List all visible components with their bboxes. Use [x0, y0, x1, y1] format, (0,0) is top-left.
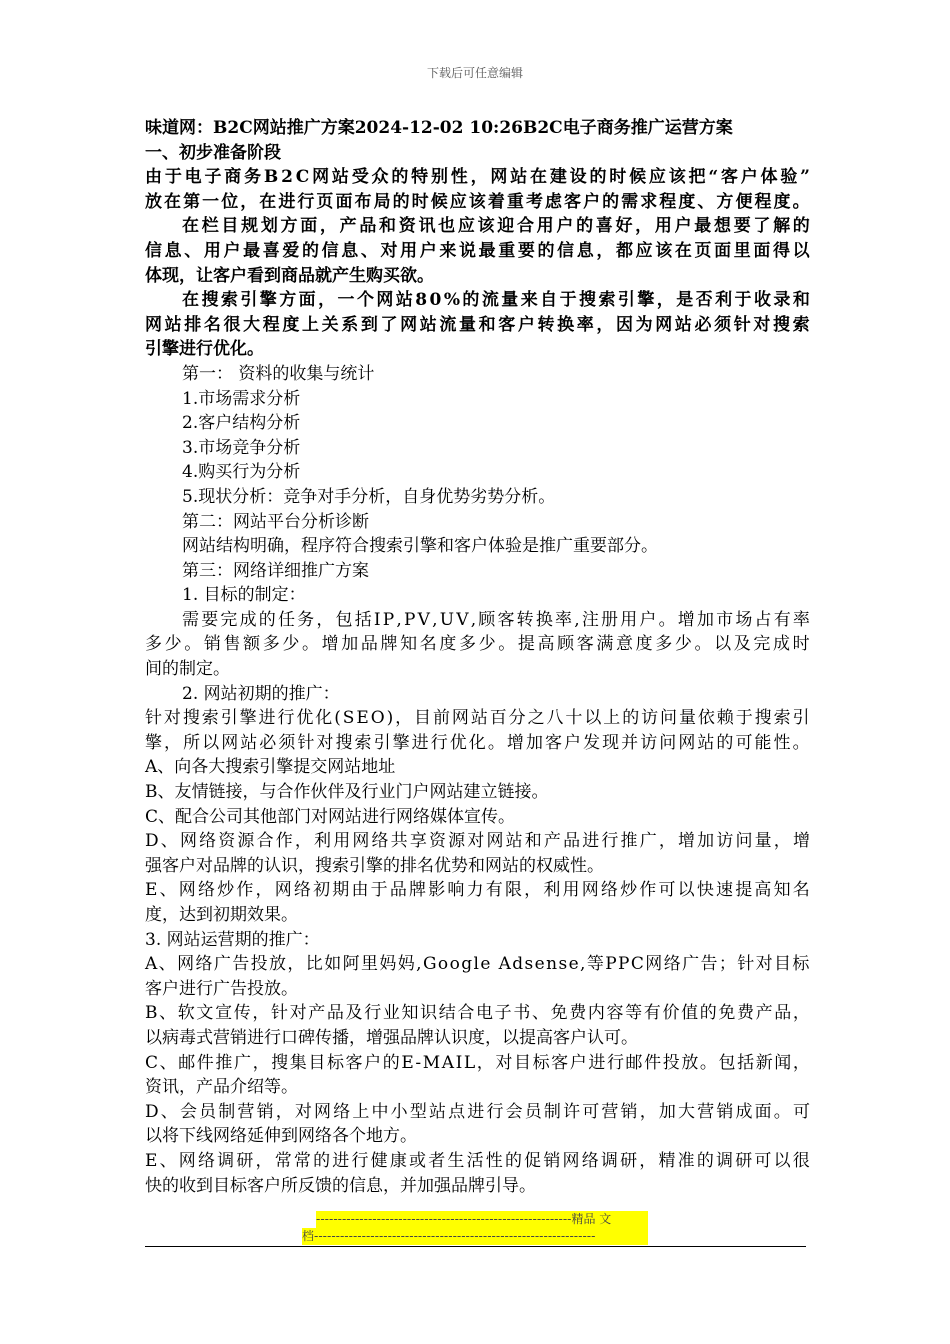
text-line: 4.购买行为分析: [182, 462, 301, 483]
text-line: 针 对 搜 索 引 擎 进 行 优 化 ( S E O ) ， 目 前 网 站 百 分 之 八 十 以 上 的 访 问 量 依 赖 于 搜 索 引: [145, 708, 810, 729]
text-line: 第一： 资料的收集与统计: [182, 363, 375, 384]
document-body: [145, 116, 810, 1198]
text-line: 快的收到目标客户所反馈的信息，并加强品牌引导。: [145, 1175, 536, 1196]
text-line: 2.客户结构分析: [182, 413, 301, 434]
footer-rule: [145, 1246, 806, 1247]
text-line: 需 要 完 成 的 任 务 ， 包 括 I P , P V , U V , 顾 客 转 换 率 , 注 册 用 户 。 增 加 市 场 占 有 率: [182, 609, 810, 630]
text-line: 1. 目标的制定：: [182, 585, 306, 606]
text-line: 资讯，产品介绍等。: [145, 1077, 298, 1098]
page-header: 下载后可任意编辑: [426, 66, 523, 80]
footer-line-2: 档-----------------------------------------------------------------: [302, 1228, 648, 1245]
text-line: 一、初步准备阶段: [145, 142, 281, 163]
text-line: A、向各大搜索引擎提交网站地址: [145, 757, 396, 778]
footer-line-1: -----------------------------------------------------------精品 文: [316, 1211, 648, 1228]
text-line: 多 少 。 销 售 额 多 少 。 增 加 品 牌 知 名 度 多 少 。 提 高 顾 客 满 意 度 多 少 。 以 及 完 成 时: [145, 634, 810, 655]
text-line: E 、 网 络 调 研 ， 常 常 的 进 行 健 康 或 者 生 活 性 的 促 销 网 络 调 研 ， 精 准 的 调 研 可 以 很: [145, 1150, 810, 1171]
text-line: D 、 网 络 资 源 合 作 ， 利 用 网 络 共 享 资 源 对 网 站 和 产 品 进 行 推 广 ， 增 加 访 问 量 ， 增: [145, 831, 810, 852]
text-line: C 、 邮 件 推 广 ， 搜 集 目 标 客 户 的 E - M A I L ， 对 目 标 客 户 进 行 邮 件 投 放 。 包 括 新 闻 ，: [145, 1052, 810, 1073]
text-line: A 、 网 络 广 告 投 放 ， 比 如 阿 里 妈 妈 , G o o g l e A d s e n s e , 等 P P C 网 络 广 告 ； 针 对 目 标: [145, 954, 810, 975]
text-line: 味道网：B2C网站推广方案2024-12-02 10:26B2C电子商务推广运营方案: [145, 118, 733, 138]
text-line: 1.市场需求分析: [182, 388, 301, 409]
text-line: 5.现状分析：竞争对手分析，自身优势劣势分析。: [182, 486, 556, 507]
text-line: 网 站 排 名 很 大 程 度 上 关 系 到 了 网 站 流 量 和 客 户 转 换 率 ， 因 为 网 站 必 须 针 对 搜 索: [145, 314, 810, 335]
text-line: 在 栏 目 规 划 方 面 ， 产 品 和 资 讯 也 应 该 迎 合 用 户 的 喜 好 ， 用 户 最 想 要 了 解 的: [182, 216, 810, 237]
text-line: 客户进行广告投放。: [145, 978, 298, 999]
text-line: 强客户对品牌的认识，搜索引擎的排名优势和网站的权威性。: [145, 855, 604, 876]
text-line: 3.市场竞争分析: [182, 437, 301, 458]
text-line: 第二：网站平台分析诊断: [182, 511, 369, 532]
text-line: 2. 网站初期的推广：: [182, 683, 340, 704]
text-line: 引擎进行优化。: [145, 339, 264, 360]
text-line: 间的制定。: [145, 659, 230, 680]
text-line: 放 在 第 一 位 ， 在 进 行 页 面 布 局 的 时 候 应 该 着 重 考 虑 客 户 的 需 求 程 度 、 方 便 程 度 。: [145, 191, 810, 212]
text-line: D 、 会 员 制 营 销 ， 对 网 络 上 中 小 型 站 点 进 行 会 员 制 许 可 营 销 ， 加 大 营 销 成 面 。 可: [145, 1101, 810, 1122]
text-line: 以将下线网络延伸到网络各个地方。: [145, 1126, 417, 1147]
text-line: 由 于 电 子 商 务 B 2 C 网 站 受 众 的 特 别 性 ， 网 站 在 建 设 的 时 候 应 该 把 “ 客 户 体 验 ”: [145, 167, 810, 188]
text-line: 3. 网站运营期的推广：: [145, 929, 320, 950]
text-line: 第三：网络详细推广方案: [182, 560, 369, 581]
text-line: 擎 ， 所 以 网 站 必 须 针 对 搜 索 引 擎 进 行 优 化 。 增 加 客 户 发 现 并 访 问 网 站 的 可 能 性 。: [145, 732, 810, 753]
text-line: E 、 网 络 炒 作 ， 网 络 初 期 由 于 品 牌 影 响 力 有 限 ， 利 用 网 络 炒 作 可 以 快 速 提 高 知 名: [145, 880, 810, 901]
footer-watermark: [302, 1211, 648, 1245]
text-line: B 、 软 文 宣 传 ， 针 对 产 品 及 行 业 知 识 结 合 电 子 书 、 免 费 内 容 等 有 价 值 的 免 费 产 品 ，: [145, 1003, 810, 1024]
text-line: 信 息 、 用 户 最 喜 爱 的 信 息 、 对 用 户 来 说 最 重 要 的 信 息 ， 都 应 该 在 页 面 里 面 得 以: [145, 240, 810, 261]
text-line: B、友情链接，与合作伙伴及行业门户网站建立链接。: [145, 782, 549, 803]
text-line: 度，达到初期效果。: [145, 905, 298, 925]
text-line: 以病毒式营销进行口碑传播，增强品牌认识度，以提高客户认可。: [145, 1027, 638, 1048]
text-line: 体现，让客户看到商品就产生购买欲。: [145, 265, 434, 286]
text-line: 网站结构明确，程序符合搜索引擎和客户体验是推广重要部分。: [182, 536, 658, 557]
text-line: 在 搜 索 引 擎 方 面 ， 一 个 网 站 8 0 % 的 流 量 来 自 于 搜 索 引 擎 ， 是 否 利 于 收 录 和: [182, 290, 810, 311]
text-line: C、配合公司其他部门对网站进行网络媒体宣传。: [145, 806, 516, 827]
